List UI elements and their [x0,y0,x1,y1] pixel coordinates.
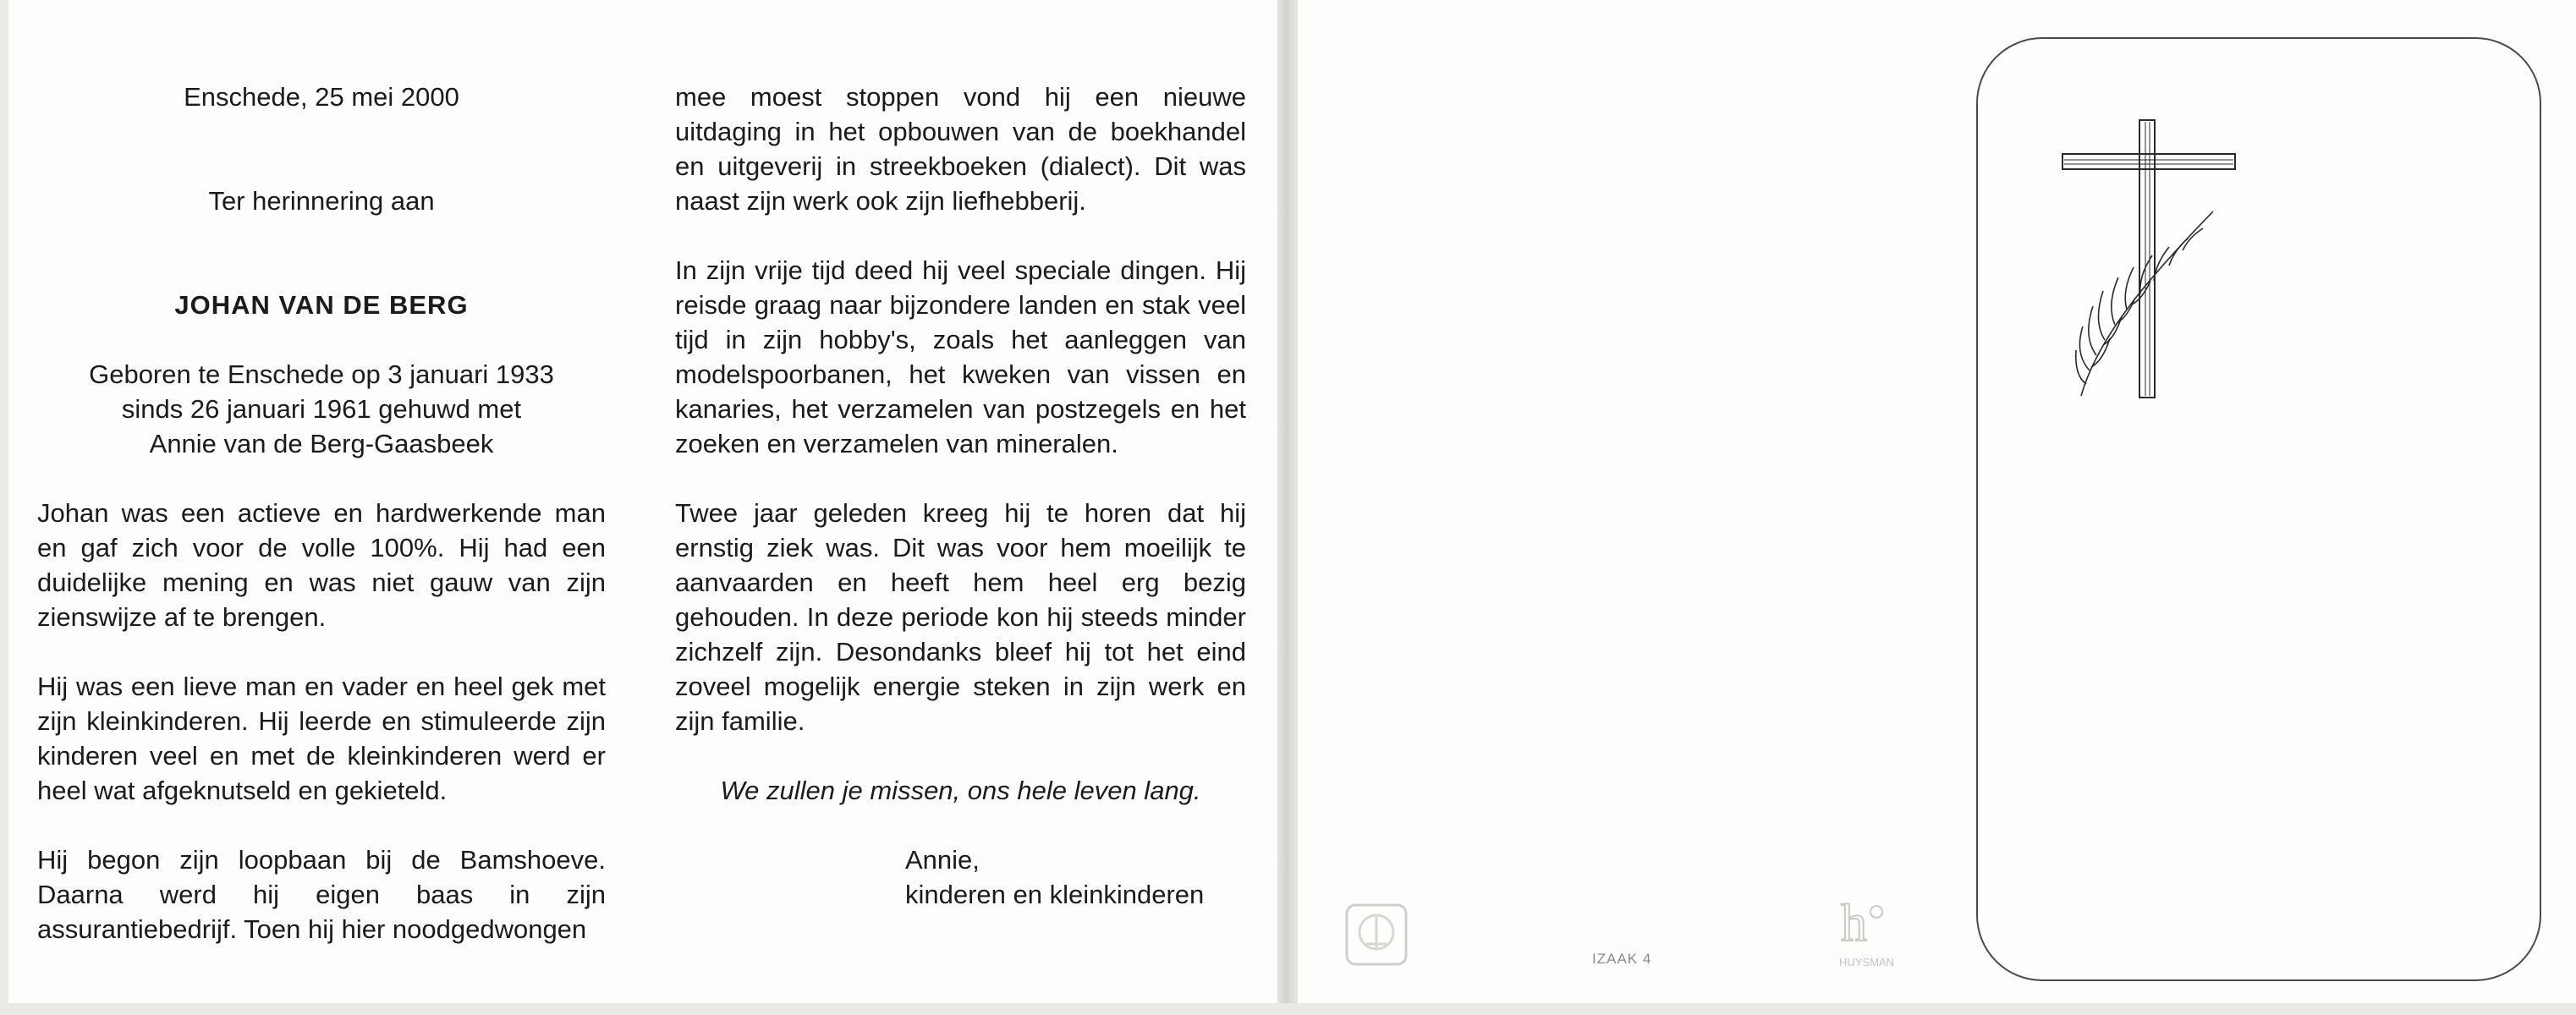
printer-logo-text: HUYSMAN [1839,956,1895,968]
married-line: sinds 26 januari 1961 gehuwd met [121,394,522,424]
huysman-logo-icon [1836,895,1902,973]
closing-line: We zullen je missen, ons hele leven lang. [720,776,1201,805]
signature-name: Annie, [905,845,980,875]
svg-text:h: h [1841,895,1867,952]
text-column-1 [37,80,606,946]
bottom-paper-edge [0,1003,2576,1015]
paragraph-career: Hij begon zijn loopbaan bij de Bamshoeve. Daarna werd hij eigen baas in zijn assurantiebedrijf. Toen hij hier noodgedwongen [37,845,606,944]
paragraph-character: Johan was een actieve en hardwerkende man en gaf zich voor de volle 100%. Hij had een duidelijke mening en was niet gauw van zijn zienswijze af te brengen. [37,498,606,632]
in-memory-line: Ter herinnering aan [208,186,435,216]
paragraph-bookshop: mee moest stoppen vond hij een nieuwe uitdaging in het opbouwen van de boekhandel en uitgeverij in streekboeken (dialect). Dit was naast zijn werk ook zijn liefhebberij. [675,82,1246,216]
card-code: IZAAK 4 [1592,951,1652,967]
place-date: Enschede, 25 mei 2000 [184,82,459,112]
printer-seal-icon [1343,902,1409,968]
cross-icon [2056,117,2242,404]
deceased-name: JOHAN VAN DE BERG [174,290,469,320]
paragraph-illness: Twee jaar geleden kreeg hij te horen dat hij ernstig ziek was. Dit was voor hem moeilijk te aanvaarden en heeft hem heel erg bezig gehouden. In deze periode kon hij steeds minder zichzelf zijn. Desondanks bleef hij tot het eind zoveel mogelijk energie steken in zijn werk en zijn familie. [675,498,1246,736]
paragraph-hobbies: In zijn vrije tijd deed hij veel speciale dingen. Hij reisde graag naar bijzondere landen en stak veel tijd in zijn hobby's, zoals het aanleggen van modelspoorbanen, het kweken van vissen en kanaries, het verzamelen van postzegels en het zoeken en verzamelen van mineralen. [675,255,1246,458]
left-paper-edge [0,0,8,1015]
page-fold [1277,0,1298,1015]
born-line: Geboren te Enschede op 3 januari 1933 [89,359,554,389]
paragraph-family: Hij was een lieve man en vader en heel gek met zijn kleinkinderen. Hij leerde en stimuleerde zijn kinderen veel en met de kleinkinderen werd er heel wat afgeknutseld en gekieteld. [37,672,606,805]
text-column-2 [675,80,1246,912]
signature-family: kinderen en kleinkinderen [905,880,1205,909]
palm-branch-icon [2076,211,2213,396]
spouse-line: Annie van de Berg-Gaasbeek [149,429,494,458]
